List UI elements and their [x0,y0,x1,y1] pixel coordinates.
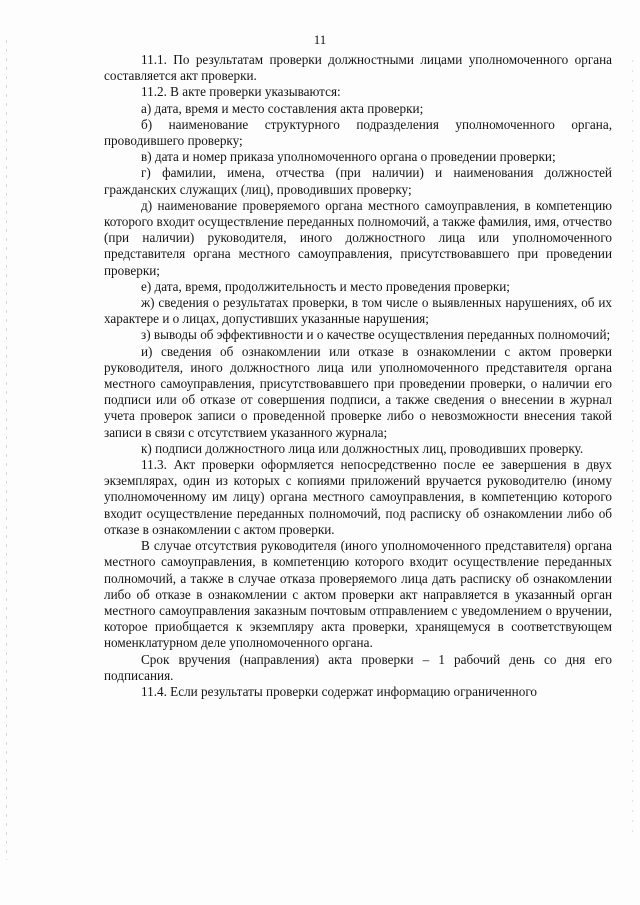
list-item-g: г) фамилии, имена, отчества (при наличии) и наименования должностей гражданских служащих (лиц), проводивших проверку; [104,165,612,197]
paragraph-11-4: 11.4. Если результаты проверки содержат информацию ограниченного [141,683,537,699]
list-item-d: д) наименование проверяемого органа местного самоуправления, в компетенцию которого входит осуществление переданных полномочий, а также фамилия, имя, отчество (при наличии) руководителя, иного должностного лица или уполномоченного представителя органа местного самоуправления, присутствовавшего при проведении проверки; [104,197,612,278]
paragraph-delivery-term: Срок вручения (направления) акта проверки – 1 рабочий день со дня его подписания. [104,651,612,683]
scan-edge-left [6,40,7,860]
list-item-k: к) подписи должностного лица или должностных лиц, проводивших проверку. [141,440,584,456]
list-item-z: з) выводы об эффективности и о качестве осуществления переданных полномочий; [141,327,611,343]
paragraph-11-1: 11.1. По результатам проверки должностными лицами уполномоченного органа составляется акт проверки. [104,52,612,84]
paragraph-absence-case: В случае отсутствия руководителя (иного уполномоченного представителя) органа местного самоуправления, в компетенцию которого входит осуществление переданных полномочий, а также в случае отказа проверяемого лица дать расписку об ознакомлении либо об отказе в ознакомлении с актом проверки акт направляется в указанный орган местного самоуправления заказным почтовым отправлением с уведомлением о вручении, которое приобщается к экземпляру акта проверки, хранящемуся в соответствующем номенклатурном деле уполномоченного органа. [104,538,612,651]
list-item-a: а) дата, время и место составления акта проверки; [141,100,424,116]
list-item-zh: ж) сведения о результатах проверки, в том числе о выявленных нарушениях, об их характере и о лицах, допустивших указанные нарушения; [104,295,612,327]
list-item-b: б) наименование структурного подразделения уполномоченного органа, проводившего проверку; [104,116,612,149]
document-body [104,52,612,700]
list-item-e: е) дата, время, продолжительность и место проведения проверки; [141,278,510,294]
scan-edge-right [632,60,633,840]
paragraph-11-2: 11.2. В акте проверки указываются: [141,84,341,100]
list-item-v: в) дата и номер приказа уполномоченного органа о проведении проверки; [141,149,556,165]
page-number: 11 [313,32,327,47]
paragraph-11-3: 11.3. Акт проверки оформляется непосредственно после ее завершения в двух экземплярах, один из которых с копиями приложений вручается руководителю (иному уполномоченному им лицу) органа местного самоуправления, в компетенцию которого входит осуществление переданных полномочий, под расписку об ознакомлении либо об отказе в ознакомлении с актом проверки. [104,457,612,537]
list-item-i: и) сведения об ознакомлении или отказе в ознакомлении с актом проверки руководителя, иного должностного лица или уполномоченного представителя органа местного самоуправления, присутствовавшего при проведении проверки, о наличии его подписи или об отказе от совершения подписи, а также сведения о внесении в журнал учета проверок записи о проведенной проверке либо о невозможности внесения такой записи в связи с отсутствием указанного журнала; [104,343,612,440]
